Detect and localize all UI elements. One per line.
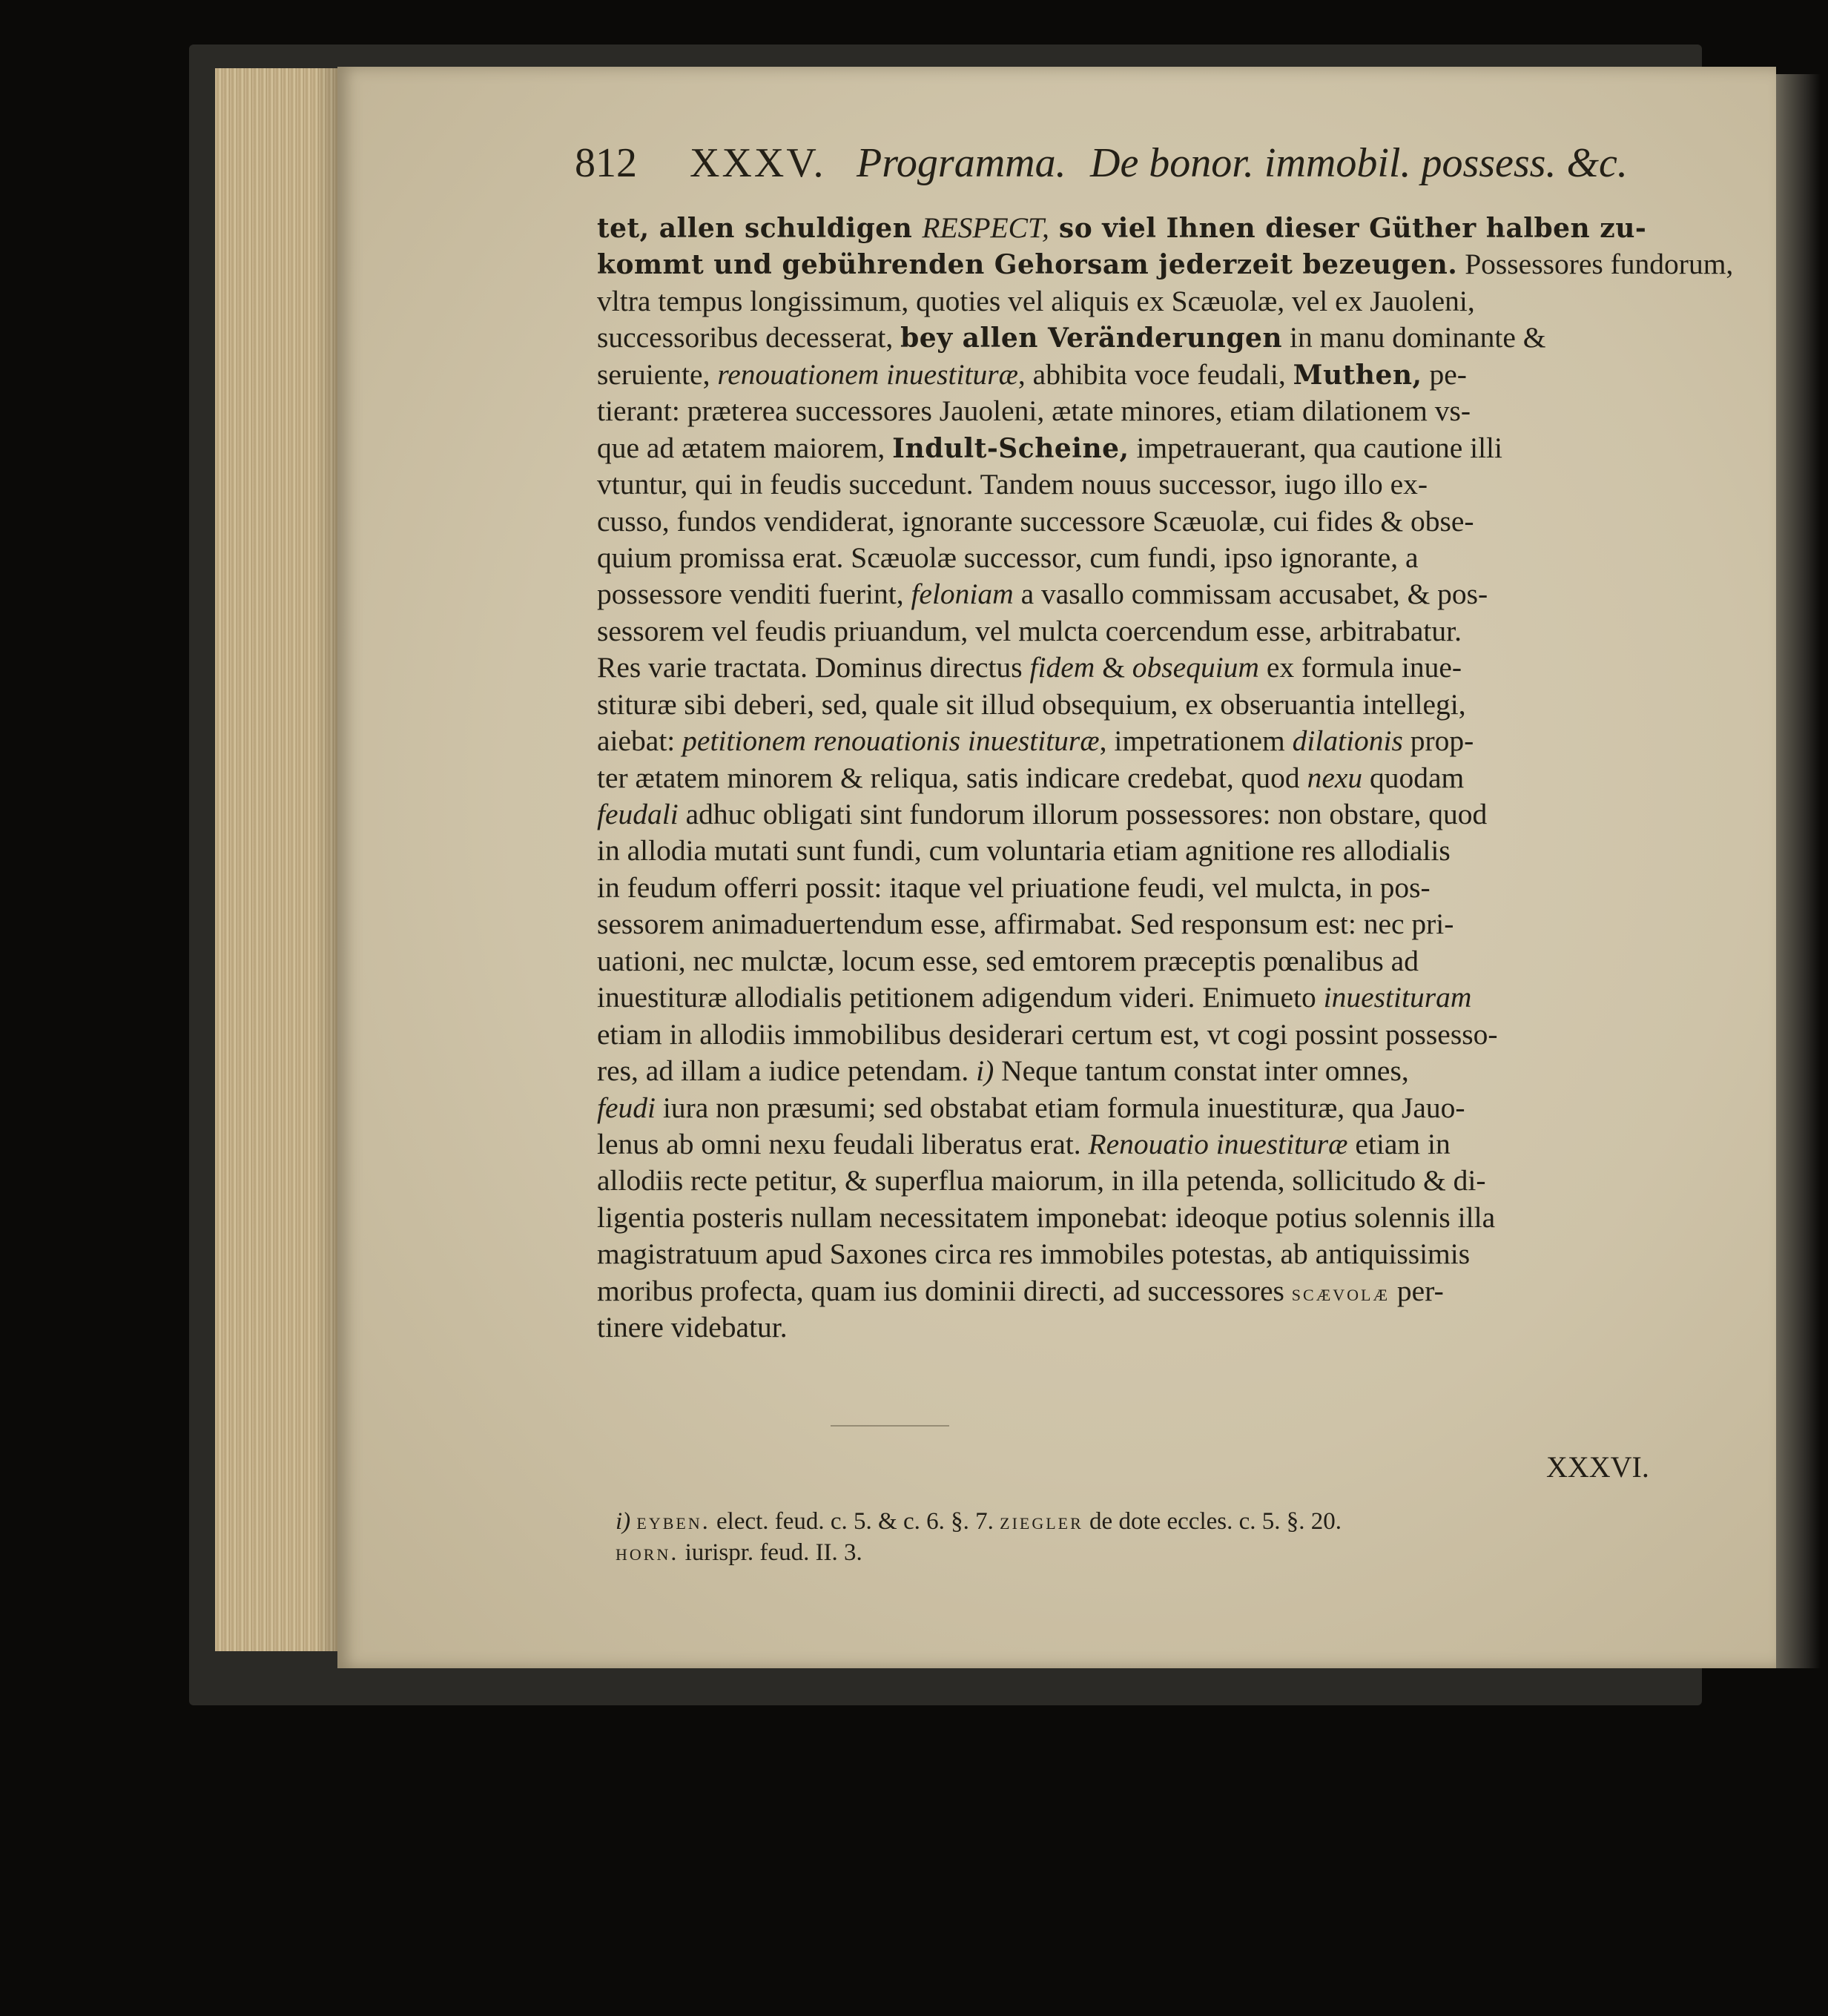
body-segment: tierant: præterea successores Jauoleni, ætate minores, etiam dilationem vs- [597, 394, 1471, 428]
body-line [597, 1163, 1661, 1199]
body-segment: in manu dominante & [1282, 321, 1546, 354]
running-head [575, 133, 1628, 193]
body-segment: etiam in [1347, 1127, 1451, 1160]
body-segment: ex formula inue- [1258, 651, 1462, 684]
body-segment: in feudum offerri possit: itaque vel priuatione feudi, vel mulcta, in pos- [597, 870, 1431, 904]
body-segment: petitionem renouationis inuestituræ [682, 724, 1100, 758]
body-segment: Muthen, [1293, 359, 1422, 391]
body-segment: kommt und gebührenden Gehorsam jederzeit bezeugen. [597, 249, 1458, 281]
body-line [597, 576, 1661, 612]
body-line [597, 503, 1661, 540]
faint-rule [831, 1425, 949, 1427]
program-title: Programma. [857, 140, 1066, 186]
body-segment: RESPECT, [922, 211, 1049, 244]
body-segment: successoribus decesserat, [597, 321, 901, 354]
body-segment: prop- [1402, 724, 1474, 758]
chapter-number: XXXV. [690, 140, 826, 186]
body-segment: stituræ sibi deberi, sed, quale sit illud obsequium, ex obseruantia intellegi, [597, 687, 1466, 721]
footnote-segment: elect. feud. c. 5. & c. 6. §. 7. [710, 1508, 1000, 1535]
body-segment: etiam in allodiis immobilibus desiderari certum est, vt cogi possint possesso- [597, 1017, 1498, 1051]
footnote-segment: ziegler [1000, 1507, 1083, 1534]
body-line [597, 613, 1661, 650]
body-segment: quium promissa erat. Scæuolæ successor, cum fundi, ipso ignorante, a [597, 541, 1419, 574]
body-line [597, 833, 1661, 869]
body-segment: per- [1390, 1274, 1444, 1307]
body-segment: magistratuum apud Saxones circa res immobiles potestas, ab antiquissimis [597, 1237, 1471, 1271]
body-line [597, 1053, 1661, 1089]
body-segment: bey allen Veränderungen [900, 323, 1283, 354]
body-segment: obsequium [1132, 651, 1259, 684]
footnote-segment: de dote eccles. c. 5. §. 20. [1083, 1508, 1342, 1535]
body-line [597, 357, 1661, 393]
body-segment: possessore venditi fuerint, [597, 578, 911, 611]
body-segment: in allodia mutati sunt fundi, cum voluntaria etiam agnitione res allodialis [597, 834, 1451, 867]
body-segment: , impetrationem [1099, 724, 1293, 758]
body-segment: quodam [1362, 761, 1465, 794]
body-segment: vltra tempus longissimum, quoties vel aliquis ex Scæuolæ, vel ex Jauoleni, [597, 284, 1475, 317]
body-segment: que ad ætatem maiorem, [597, 431, 893, 464]
body-line [597, 979, 1661, 1016]
body-text [597, 210, 1734, 1346]
body-line [597, 870, 1661, 906]
body-segment: sessorem vel feudis priuandum, vel mulcta coercendum esse, arbitrabatur. [597, 614, 1462, 647]
body-line [597, 796, 1661, 833]
catchword: XXXVI. [1546, 1450, 1649, 1484]
body-segment: feudi [597, 1091, 656, 1124]
body-segment: Neque tantum constat inter omnes, [994, 1054, 1409, 1088]
body-line [597, 1200, 1661, 1236]
body-segment: feudali [597, 798, 679, 830]
body-segment: ligentia posteris nullam necessitatem imponebat: ideoque potius solennis illa [597, 1200, 1496, 1234]
body-segment: Indult-Scheine, [892, 432, 1129, 464]
body-segment: impetrauerant, qua cautione illi [1129, 431, 1502, 464]
footnote-segment: iurispr. feud. II. 3. [679, 1539, 862, 1566]
body-segment: renouationem inuestituræ [717, 357, 1018, 391]
footnote-line [616, 1536, 1669, 1567]
body-segment: Res varie tractata. Dominus directus [597, 651, 1030, 684]
body-segment: tinere videbatur. [597, 1311, 788, 1344]
footnote [616, 1505, 1669, 1567]
footnote-line [616, 1505, 1669, 1536]
body-line [597, 540, 1661, 576]
body-line [597, 1273, 1661, 1309]
body-line [597, 1126, 1661, 1163]
body-segment: allodiis recte petitur, & superflua maiorum, in illa petenda, sollicitudo & di- [597, 1164, 1486, 1197]
facing-page-edge [1776, 74, 1821, 1668]
body-line [597, 246, 1734, 282]
body-segment: vtuntur, qui in feudis succedunt. Tandem nouus successor, iugo illo ex- [597, 468, 1428, 501]
page-edges [215, 68, 345, 1651]
body-segment: lenus ab omni nexu feudali liberatus erat. [597, 1127, 1089, 1160]
body-line [597, 943, 1661, 979]
body-segment: adhuc obligati sint fundorum illorum possessores: non obstare, quod [678, 798, 1488, 830]
footnote-segment: i) [616, 1508, 637, 1535]
body-line [597, 650, 1661, 686]
body-segment: cusso, fundos vendiderat, ignorante successore Scæuolæ, cui fides & obse- [597, 504, 1474, 538]
body-line [597, 1090, 1661, 1126]
body-segment: ter ætatem minorem & reliqua, satis indicare credebat, quod [597, 761, 1307, 794]
footnote-segment: horn. [616, 1539, 679, 1565]
body-segment: inuestituræ allodialis petitionem adigendum videri. Enimueto [597, 981, 1324, 1014]
body-segment: , abhibita voce feudali, [1017, 357, 1293, 391]
body-line [597, 430, 1661, 466]
body-line [597, 466, 1661, 503]
body-segment: moribus profecta, quam ius dominii directi, ad successores [597, 1274, 1292, 1307]
body-segment: nexu [1307, 761, 1363, 794]
footnote-segment: eyben. [636, 1507, 710, 1534]
body-line [597, 393, 1661, 429]
body-line [597, 906, 1661, 942]
body-line [597, 1017, 1661, 1053]
body-line [597, 320, 1661, 356]
body-segment: feloniam [911, 578, 1014, 611]
body-segment: fidem [1029, 651, 1095, 684]
body-segment: Renouatio inuestituræ [1088, 1127, 1348, 1160]
body-line [597, 723, 1661, 759]
body-segment: Possessores fundorum, [1457, 248, 1734, 281]
page-number: 812 [575, 140, 637, 186]
body-line [597, 1236, 1661, 1272]
body-segment: i) [976, 1054, 994, 1088]
body-segment: & [1095, 651, 1132, 684]
body-segment: res, ad illam a iudice petendam. [597, 1054, 977, 1088]
body-line [597, 687, 1661, 723]
body-segment: scævolæ [1291, 1278, 1390, 1306]
body-segment: a vasallo commissam accusabet, & pos- [1013, 578, 1488, 611]
body-line [597, 760, 1661, 796]
body-segment: aiebat: [597, 724, 683, 758]
body-segment: dilationis [1292, 724, 1403, 758]
body-segment: sessorem animaduertendum esse, affirmabat. Sed responsum est: nec pri- [597, 908, 1454, 941]
body-line [597, 283, 1661, 320]
body-line [597, 210, 1661, 246]
body-line [597, 1309, 1661, 1346]
body-segment: uationi, nec mulctæ, locum esse, sed emtorem præceptis pœnalibus ad [597, 944, 1419, 977]
body-segment: inuestituram [1323, 981, 1472, 1014]
body-segment: iura non præsumi; sed obstabat etiam formula inuestituræ, qua Jauo- [655, 1091, 1465, 1124]
body-segment: tet, allen schuldigen [597, 213, 923, 244]
body-segment: so viel Ihnen dieser Güther halben zu- [1049, 213, 1647, 244]
body-segment: seruiente, [597, 357, 718, 391]
body-segment: pe- [1422, 357, 1467, 391]
running-topic: De bonor. immobil. possess. &c. [1090, 140, 1628, 186]
